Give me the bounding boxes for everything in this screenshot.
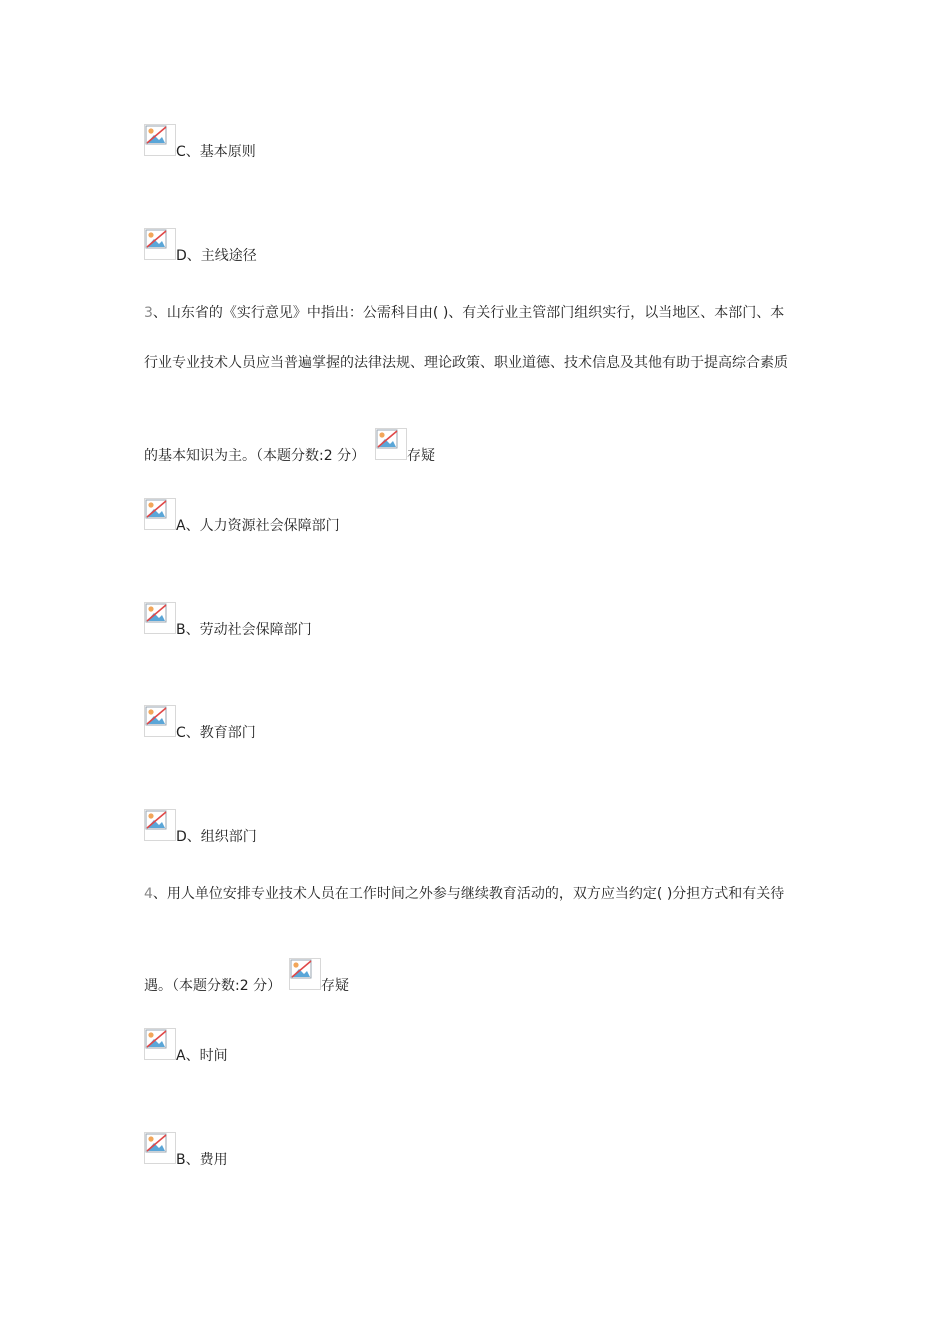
- broken-image-icon: [144, 809, 176, 841]
- broken-image-icon: [144, 498, 176, 530]
- broken-image-icon: [375, 428, 407, 460]
- question-text: 、山东省的《实行意见》中指出：公需科目由( )、有关行业主管部门组织实行，以当地区、本部门、本: [152, 305, 785, 321]
- broken-image-icon: [144, 602, 176, 634]
- option-c[interactable]: C、基本原则: [176, 144, 256, 160]
- broken-image-icon: [144, 228, 176, 260]
- option-c[interactable]: C、教育部门: [176, 725, 256, 741]
- question-4-line-1: [144, 886, 784, 902]
- question-number: 3: [144, 305, 153, 321]
- option-d[interactable]: D、主线途径: [176, 248, 257, 264]
- question-3-line-2: 行业专业技术人员应当普遍掌握的法律法规、理论政策、职业道德、技术信息及其他有助于提高综合素质: [144, 355, 788, 371]
- doubt-toggle[interactable]: 存疑: [321, 978, 349, 994]
- doubt-toggle[interactable]: 存疑: [407, 448, 435, 464]
- question-3-line-3: 的基本知识为主。（本题分数:2 分）: [144, 448, 366, 464]
- question-number: 4: [144, 886, 153, 902]
- option-a[interactable]: A、人力资源社会保障部门: [176, 518, 340, 534]
- option-b[interactable]: B、费用: [176, 1152, 228, 1168]
- question-3-line-1: [144, 305, 784, 321]
- question-4-line-2: 遇。（本题分数:2 分）: [144, 978, 282, 994]
- broken-image-icon: [144, 1028, 176, 1060]
- question-text: 、用人单位安排专业技术人员在工作时间之外参与继续教育活动的，双方应当约定( )分担方式和有关待: [152, 886, 785, 902]
- option-a[interactable]: A、时间: [176, 1048, 228, 1064]
- broken-image-icon: [144, 705, 176, 737]
- option-b[interactable]: B、劳动社会保障部门: [176, 622, 312, 638]
- broken-image-icon: [289, 958, 321, 990]
- option-d[interactable]: D、组织部门: [176, 829, 257, 845]
- broken-image-icon: [144, 124, 176, 156]
- broken-image-icon: [144, 1132, 176, 1164]
